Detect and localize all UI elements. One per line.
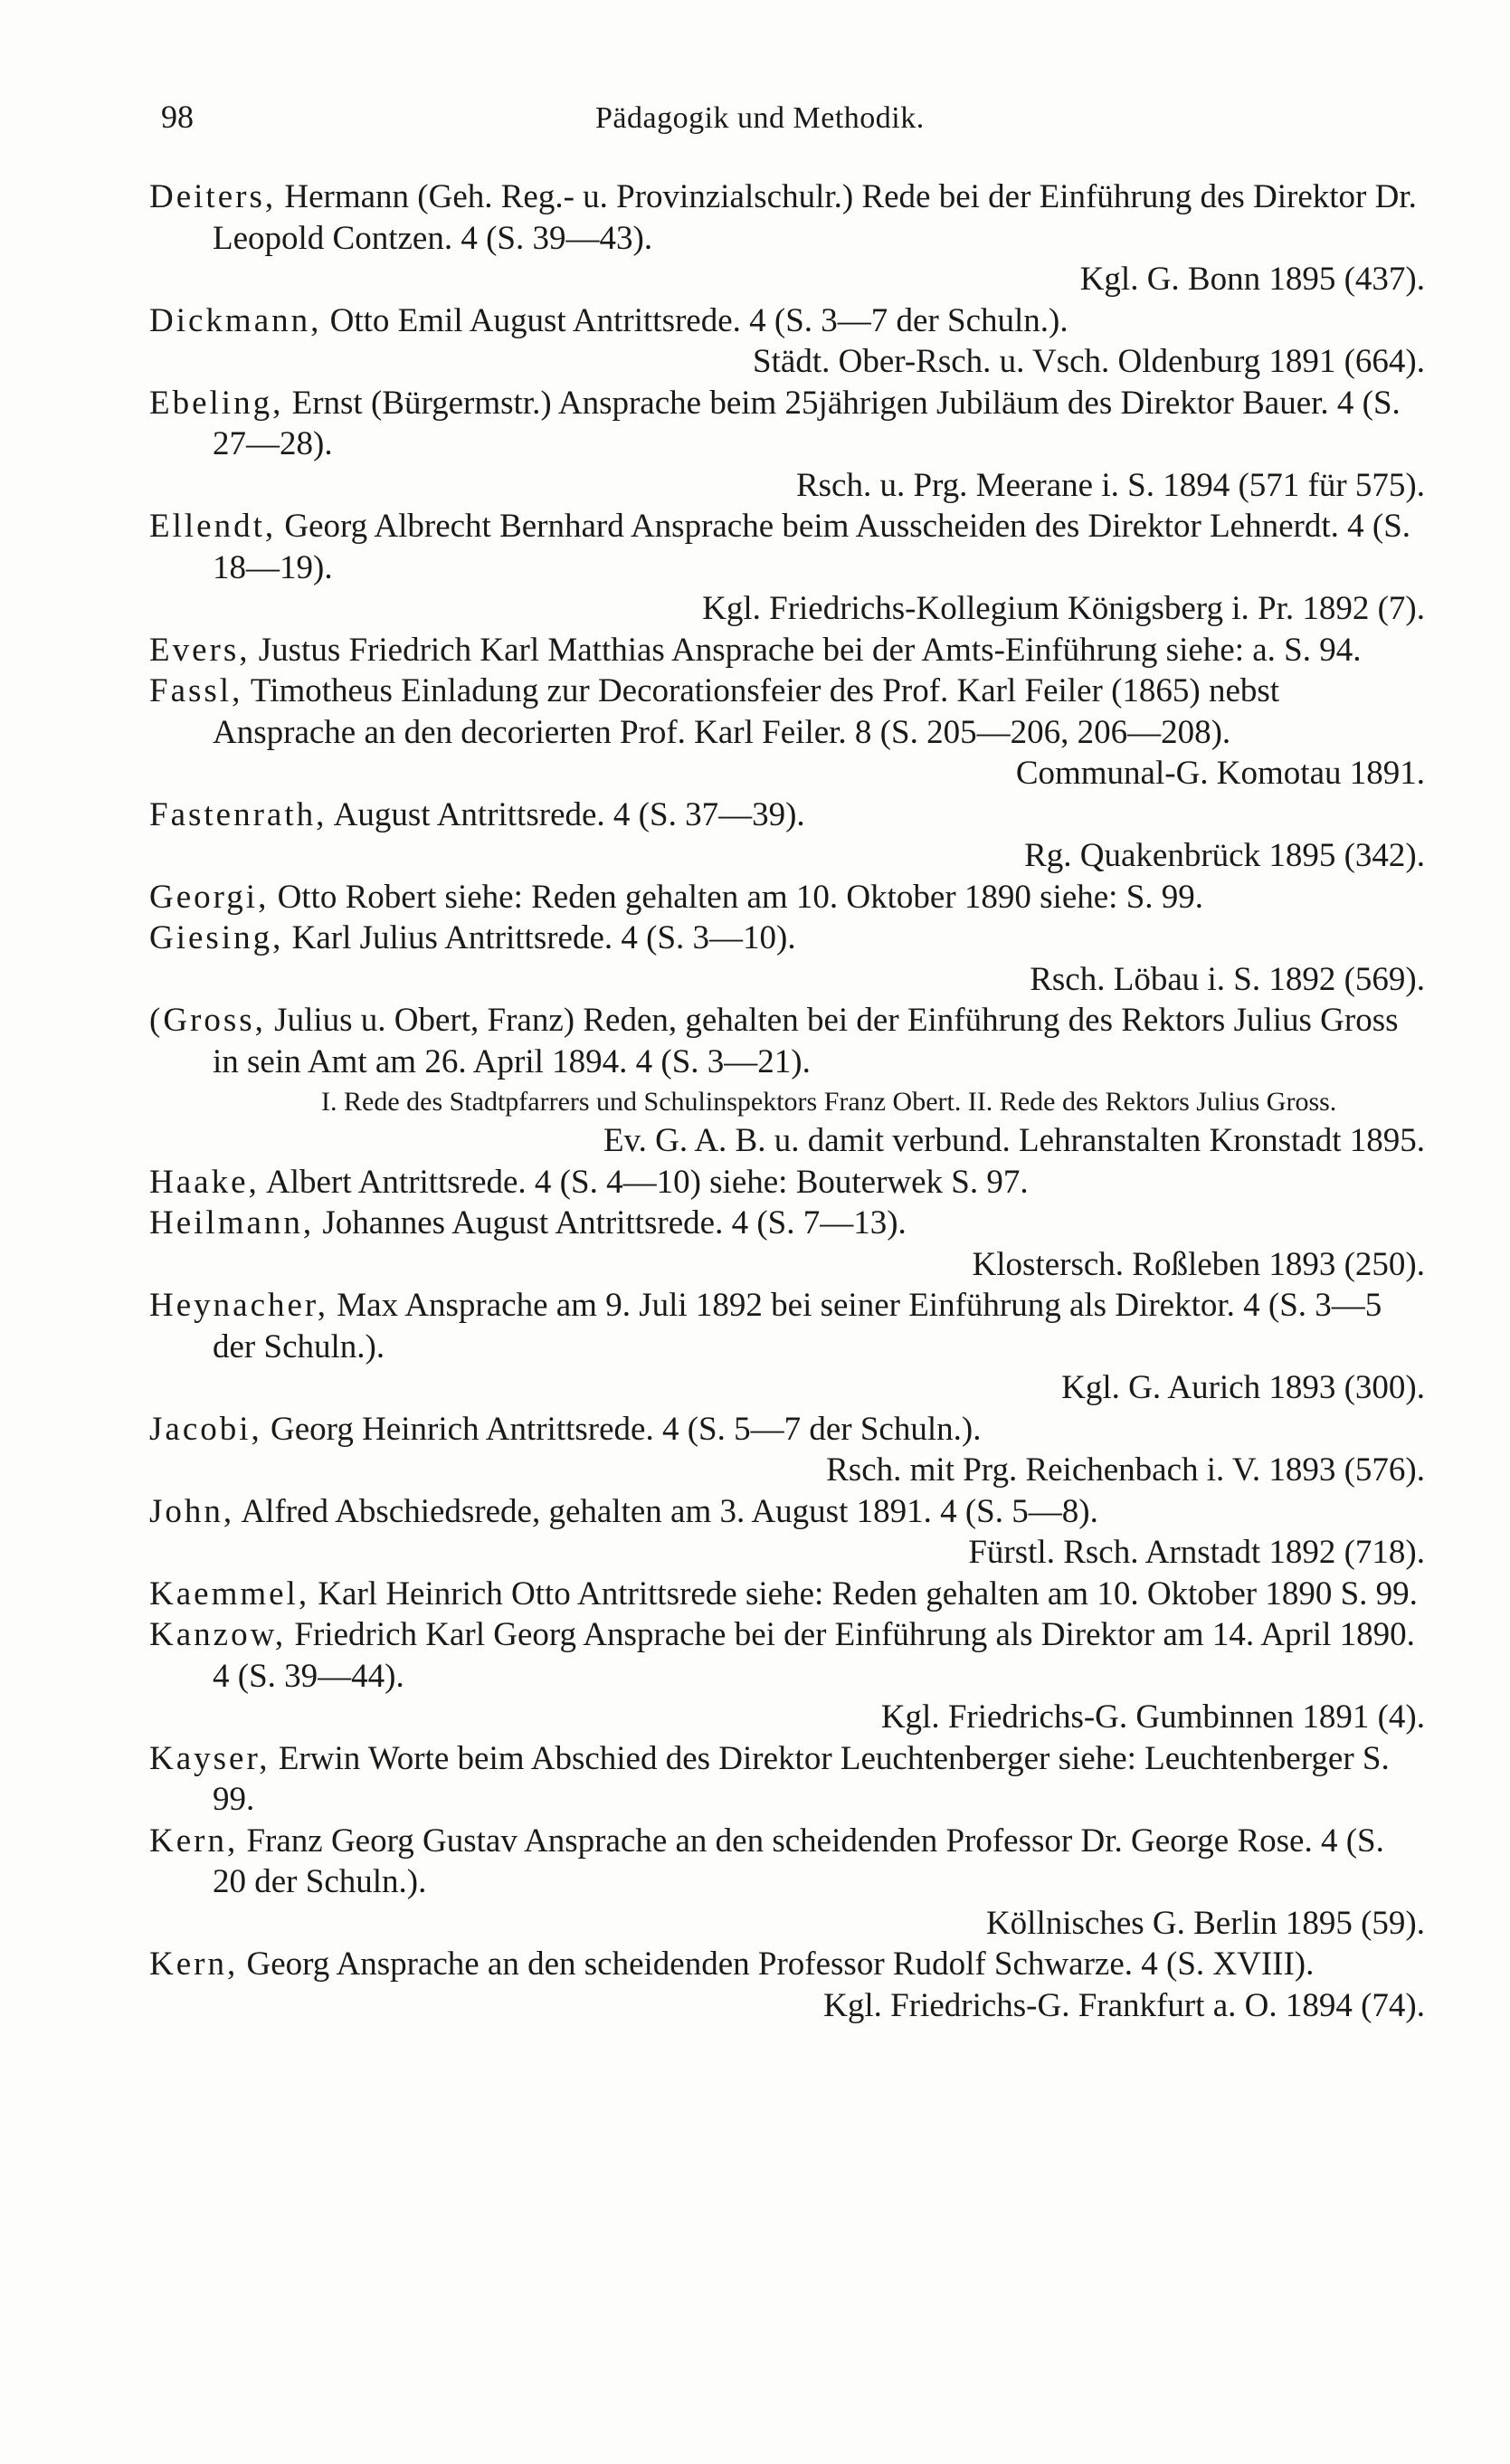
entry-source: Rsch. Löbau i. S. 1892 (569).: [1030, 960, 1425, 998]
entry-source: Rsch. mit Prg. Reichenbach i. V. 1893 (576).: [826, 1451, 1425, 1489]
entry-surname: John,: [149, 1492, 235, 1530]
entry-surname: Haake,: [149, 1163, 260, 1201]
entry-text: Georg Heinrich Antrittsrede. 4 (S. 5—7 der Schuln.).: [271, 1410, 982, 1448]
entry-surname: Giesing,: [149, 919, 284, 956]
bibliography-entry: [149, 877, 1425, 918]
bibliography-entry: [149, 1162, 1425, 1203]
entry-surname: Ebeling,: [149, 384, 284, 422]
entry-source: Kgl. Friedrichs-Kollegium Königsberg i. Pr. 1892 (7).: [702, 590, 1425, 627]
bibliography-entry: [149, 1738, 1425, 1821]
bibliography-entry: [149, 1614, 1425, 1738]
bibliography-entry: [149, 506, 1425, 630]
entry-surname: Heynacher,: [149, 1287, 328, 1324]
bibliography-entry: [149, 300, 1425, 383]
entry-source: Communal-G. Komotau 1891.: [1015, 755, 1425, 792]
entry-text: Alfred Abschiedsrede, gehalten am 3. August 1891. 4 (S. 5—8).: [241, 1492, 1098, 1530]
bibliography-entry: [149, 383, 1425, 507]
bibliography-entry: [149, 1203, 1425, 1285]
bibliography-entry: [149, 1409, 1425, 1491]
entry-text: Justus Friedrich Karl Matthias Ansprache bei der Amts-Einführung siehe: a. S. 94.: [258, 631, 1362, 669]
entry-text: Georg Ansprache an den scheidenden Professor Rudolf Schwarze. 4 (S. XVIII).: [246, 1946, 1315, 1983]
bibliography-entry: [149, 176, 1425, 300]
entry-surname: (Gross,: [149, 1002, 266, 1039]
bibliography-list: [149, 176, 1425, 2026]
entry-text: Georg Albrecht Bernhard Ansprache beim Ausscheiden des Direktor Lehnerdt. 4 (S. 18—19).: [213, 508, 1411, 586]
entry-text: August Antrittsrede. 4 (S. 37—39).: [333, 795, 805, 833]
entry-text: Hermann (Geh. Reg.- u. Provinzialschulr.) Rede bei der Einführung des Direktor Dr. Leopold Contzen. 4 (S. 39—43).: [213, 178, 1417, 257]
entry-text: Friedrich Karl Georg Ansprache bei der Einführung als Direktor am 14. April 1890. 4 (S. 39—44).: [213, 1616, 1415, 1695]
entry-source: Städt. Ober-Rsch. u. Vsch. Oldenburg 1891 (664).: [753, 343, 1425, 380]
bibliography-entry: [149, 630, 1425, 671]
entry-surname: Georgi,: [149, 878, 270, 916]
entry-source: Kgl. G. Bonn 1895 (437).: [1079, 261, 1425, 298]
entry-source: Köllnisches G. Berlin 1895 (59).: [985, 1904, 1425, 1942]
entry-note: I. Rede des Stadtpfarrers und Schulinspektors Franz Obert. II. Rede des Rektors Julius Gross.: [321, 1087, 1337, 1117]
bibliography-entry: [149, 1574, 1425, 1615]
entry-source: Kgl. G. Aurich 1893 (300).: [1061, 1369, 1425, 1406]
entry-text: Ernst (Bürgermstr.) Ansprache beim 25jährigen Jubiläum des Direktor Bauer. 4 (S. 27—28).: [213, 384, 1401, 462]
entry-surname: Dickmann,: [149, 301, 322, 339]
entry-source: Fürstl. Rsch. Arnstadt 1892 (718).: [968, 1534, 1425, 1571]
bibliography-entry: [149, 1821, 1425, 1945]
entry-surname: Deiters,: [149, 178, 277, 215]
entry-surname: Heilmann,: [149, 1204, 315, 1242]
entry-surname: Kanzow,: [149, 1616, 287, 1653]
entry-surname: Kayser,: [149, 1739, 271, 1777]
entry-text: Julius u. Obert, Franz) Reden, gehalten bei der Einführung des Rektors Julius Gross in sein Amt am 26. April 1894. 4 (S. 3—21).: [213, 1002, 1399, 1080]
entry-text: Franz Georg Gustav Ansprache an den scheidenden Professor Dr. George Rose. 4 (S. 20 der Schuln.).: [213, 1822, 1384, 1900]
entry-surname: Kaemmel,: [149, 1574, 310, 1613]
bibliography-entry: [149, 1285, 1425, 1409]
entry-source: Kgl. Friedrichs-G. Frankfurt a. O. 1894 (74).: [823, 1986, 1425, 2024]
entry-text: Otto Emil August Antrittsrede. 4 (S. 3—7 der Schuln.).: [329, 301, 1068, 339]
running-title: Pädagogik und Methodik.: [595, 101, 925, 135]
entry-source: Rsch. u. Prg. Meerane i. S. 1894 (571 für 575).: [795, 466, 1425, 504]
entry-source: Kgl. Friedrichs-G. Gumbinnen 1891 (4).: [880, 1698, 1425, 1736]
bibliography-entry: [149, 918, 1425, 1000]
entry-surname: Jacobi,: [149, 1410, 262, 1448]
bibliography-entry: [149, 1000, 1425, 1162]
entry-text: Albert Antrittsrede. 4 (S. 4—10) siehe: Bouterwek S. 97.: [265, 1163, 1029, 1201]
entry-text: Erwin Worte beim Abschied des Direktor Leuchtenberger siehe: Leuchtenberger S. 99.: [213, 1739, 1390, 1818]
page-number: 98: [161, 99, 194, 135]
entry-source: Klostersch. Roßleben 1893 (250).: [972, 1245, 1425, 1283]
entry-source: Rg. Quakenbrück 1895 (342).: [1024, 837, 1425, 874]
entry-surname: Fastenrath,: [149, 795, 328, 833]
entry-surname: Kern,: [149, 1946, 239, 1983]
page-header: [161, 98, 1419, 143]
bibliography-entry: [149, 1491, 1425, 1574]
bibliography-entry: [149, 671, 1425, 794]
entry-surname: Evers,: [149, 631, 251, 669]
entry-surname: Ellendt,: [149, 508, 277, 545]
entry-text: Johannes August Antrittsrede. 4 (S. 7—13).: [322, 1204, 907, 1242]
entry-text: Otto Robert siehe: Reden gehalten am 10. Oktober 1890 siehe: S. 99.: [277, 878, 1204, 916]
entry-text: Karl Julius Antrittsrede. 4 (S. 3—10).: [291, 919, 796, 956]
entry-text: Timotheus Einladung zur Decorationsfeier des Prof. Karl Feiler (1865) nebst Ansprache an den decorierten Prof. Karl Feiler. 8 (S. 205—206, 206—208).: [213, 672, 1280, 751]
entry-text: Karl Heinrich Otto Antrittsrede siehe: Reden gehalten am 10. Oktober 1890 S. 99.: [318, 1574, 1418, 1613]
entry-text: Max Ansprache am 9. Juli 1892 bei seiner Einführung als Direktor. 4 (S. 3—5 der Schuln.).: [213, 1287, 1382, 1365]
bibliography-entry: [149, 1944, 1425, 2026]
entry-surname: Fassl,: [149, 672, 243, 709]
bibliography-entry: [149, 794, 1425, 877]
entry-surname: Kern,: [149, 1822, 239, 1860]
entry-source: Ev. G. A. B. u. damit verbund. Lehranstalten Kronstadt 1895.: [603, 1122, 1425, 1159]
